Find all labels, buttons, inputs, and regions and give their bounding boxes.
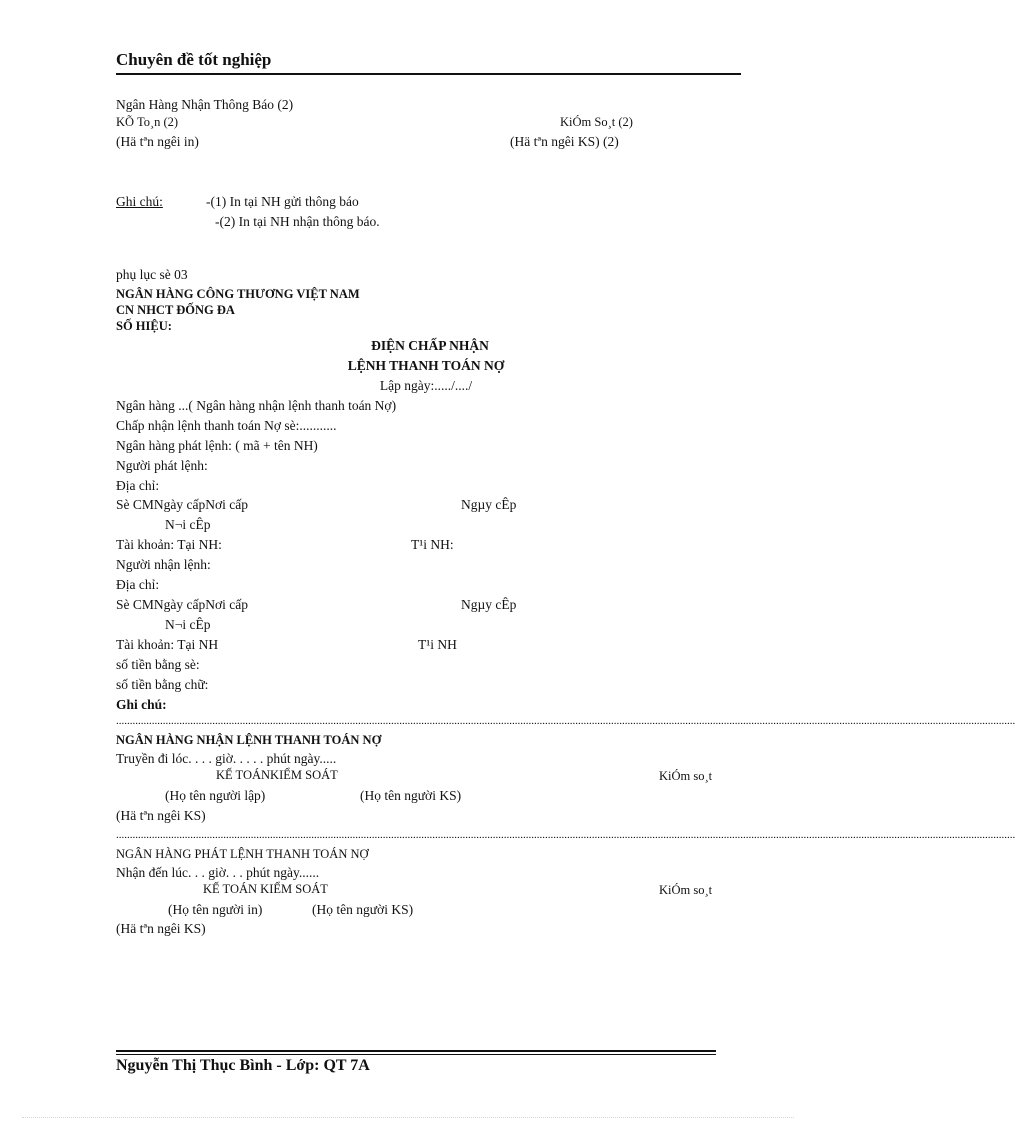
- page-bottom-edge: [22, 1117, 794, 1120]
- form-noi-cap-1: N¬i cÊp: [165, 517, 211, 532]
- form-tai-khoan-2: Tài khoản: Tại NH: [116, 637, 219, 652]
- document-title-line-2: LỆNH THANH TOÁN NỢ: [347, 358, 505, 373]
- receiving-ho-ten-ks: (Họ tên người KS): [360, 788, 462, 803]
- form-dia-chi-1: Địa chỉ:: [116, 478, 160, 493]
- kiem-soat-label: KiÓm So¸t (2): [560, 115, 633, 129]
- form-ngan-hang: Ngân hàng ...( Ngân hàng nhận lệnh thanh toán Nợ): [116, 398, 397, 413]
- dotted-separator-2: .......................................................................................................................................................................................................................................................................................................................................: [116, 829, 1015, 841]
- form-chap-nhan: Chấp nhận lệnh thanh toán Nợ sè:...........: [116, 418, 337, 433]
- form-cmnd-2: Sè CMNgày cấpNơi cấp: [116, 597, 248, 612]
- form-ghi-chu: Ghi chú:: [116, 697, 167, 712]
- receiving-bank-heading: NGÂN HÀNG NHẬN LỆNH THANH TOÁN NỢ: [116, 733, 382, 747]
- ho-ten-ks-label: (Hä tªn ngêi KS) (2): [510, 134, 619, 149]
- receiving-ho-ten-lap: (Họ tên người lập): [165, 788, 266, 803]
- header-rule: [116, 73, 741, 75]
- receiving-transmit-line: Truyền đi lóc. . . . giờ. . . . . phút ngày.....: [116, 751, 337, 766]
- form-so-tien-so: số tiền bằng sè:: [116, 657, 200, 672]
- form-ngay-cap-2: Ngµy cÊp: [461, 597, 517, 612]
- note-line-2: -(2) In tại NH nhận thông báo.: [215, 214, 380, 229]
- footer-rule-thin: [116, 1054, 716, 1055]
- appendix-label: phụ lục sè 03: [116, 267, 188, 282]
- ke-toan-label: KÕ To¸n (2): [116, 115, 179, 129]
- form-cmnd-1: Sè CMNgày cấpNơi cấp: [116, 497, 248, 512]
- footer-author: Nguyễn Thị Thục Bình - Lớp: QT 7A: [116, 1057, 370, 1074]
- page-header-title: Chuyên đề tốt nghiệp: [116, 50, 272, 69]
- form-tai-nh-1: T¹i NH:: [411, 537, 454, 552]
- issuing-kiem-soat-right: KiÓm so¸t: [659, 883, 713, 897]
- form-tai-khoan-1: Tài khoản: Tại NH:: [116, 537, 222, 552]
- ho-ten-in-label: (Hä tªn ngêi in): [116, 134, 199, 149]
- issuing-ho-ten-in: (Họ tên người in): [168, 902, 263, 917]
- so-hieu-label: SỐ HIỆU:: [116, 319, 172, 333]
- form-noi-cap-2: N¬i cÊp: [165, 617, 211, 632]
- issuing-ho-ten-ks: (Họ tên người KS): [312, 902, 414, 917]
- receiving-ho-ten-ks-2: (Hä tªn ngêi KS): [116, 808, 206, 823]
- form-ngay-cap-1: Ngµy cÊp: [461, 497, 517, 512]
- form-nh-phat-lenh: Ngân hàng phát lệnh: ( mã + tên NH): [116, 438, 318, 453]
- dotted-separator-1: .......................................................................................................................................................................................................................................................................................................................................: [116, 715, 1015, 727]
- issuing-ke-toan-kiem-soat: KẾ TOÁN KIỂM SOÁT: [203, 882, 328, 896]
- form-nguoi-nhan-lenh: Người nhận lệnh:: [116, 557, 211, 572]
- footer-rule-thick: [116, 1050, 716, 1052]
- receiving-kiem-soat-right: KiÓm so¸t: [659, 769, 713, 783]
- date-line: Lập ngày:...../..../: [379, 378, 473, 393]
- issuing-bank-heading: NGÂN HÀNG PHÁT LỆNH THANH TOÁN NỢ: [116, 847, 369, 861]
- bank-notice-line: Ngân Hàng Nhận Thông Báo (2): [116, 97, 294, 112]
- document-title-line-1: ĐIỆN CHẤP NHẬN: [371, 338, 489, 353]
- form-nguoi-phat-lenh: Người phát lệnh:: [116, 458, 208, 473]
- issuing-ho-ten-ks-2: (Hä tªn ngêi KS): [116, 921, 206, 936]
- form-dia-chi-2: Địa chỉ:: [116, 577, 160, 592]
- form-tai-nh-2: T¹i NH: [418, 637, 457, 652]
- note-line-1: -(1) In tại NH gửi thông báo: [206, 194, 359, 209]
- branch-name: CN NHCT ĐỐNG ĐA: [116, 303, 235, 317]
- form-so-tien-chu: số tiền bằng chữ:: [116, 677, 209, 692]
- receiving-ke-toan-kiem-soat: KẾ TOÁNKIỂM SOÁT: [216, 768, 338, 782]
- notes-label: Ghi chú:: [116, 194, 163, 209]
- issuing-received-line: Nhận đến lúc. . . giờ. . . phút ngày......: [116, 865, 320, 880]
- bank-name: NGÂN HÀNG CÔNG THƯƠNG VIỆT NAM: [116, 287, 360, 301]
